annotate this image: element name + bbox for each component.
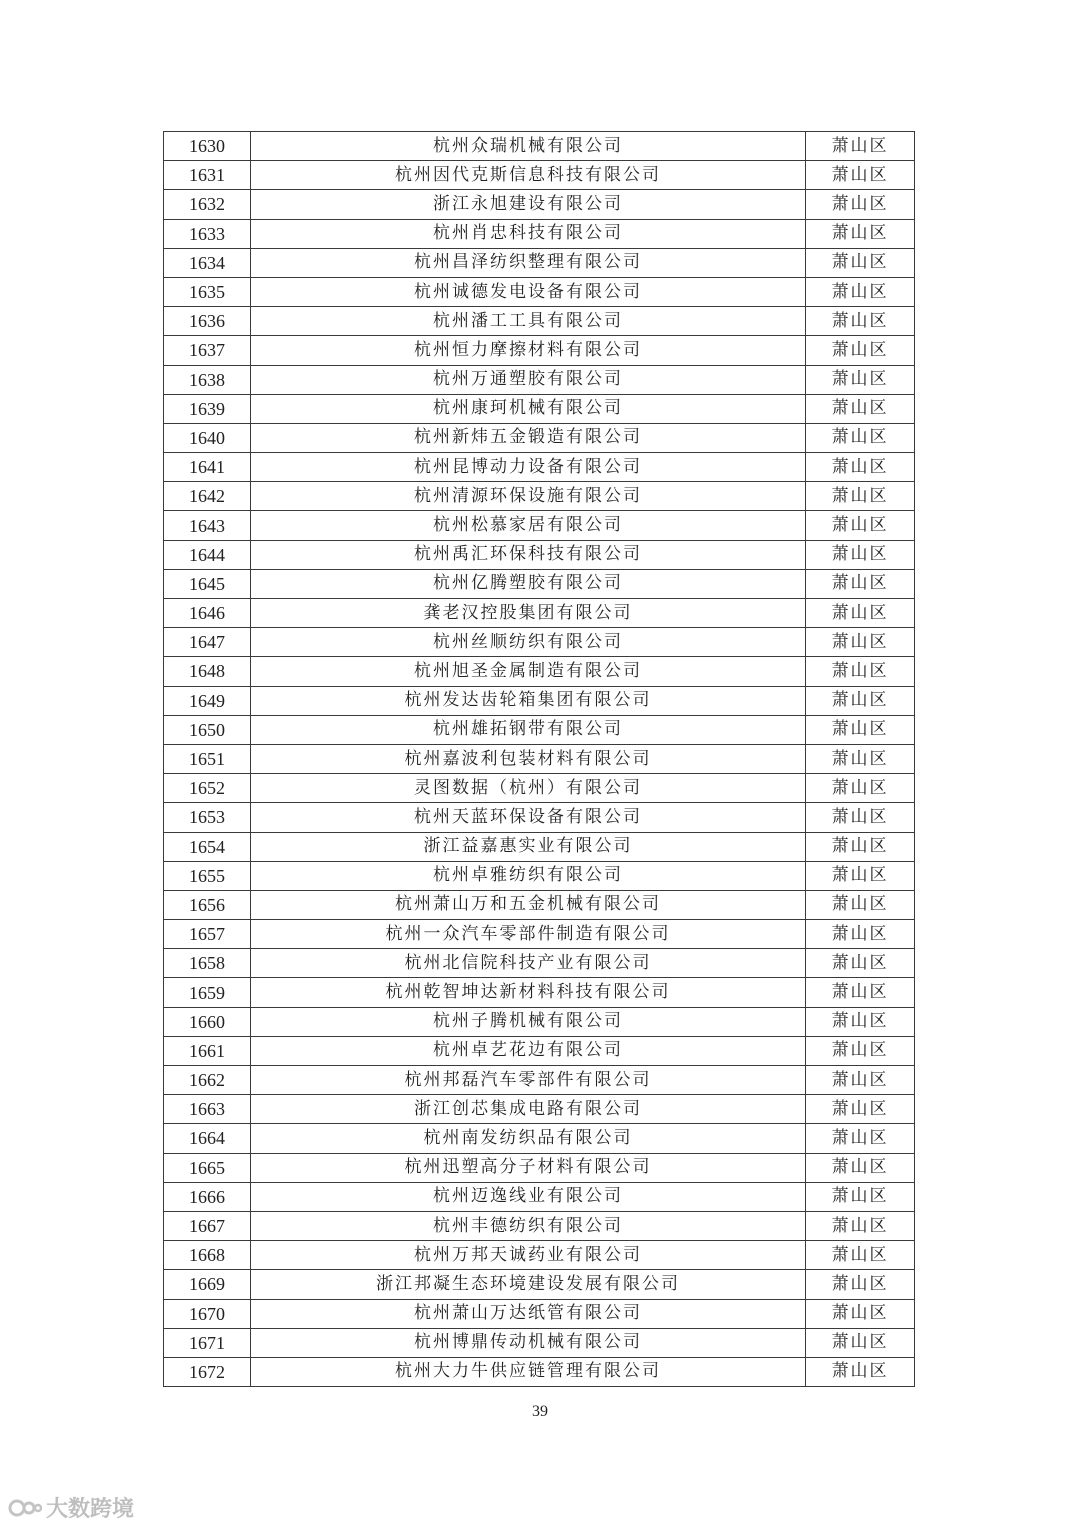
row-number: 1652 xyxy=(164,774,251,803)
company-name: 杭州天蓝环保设备有限公司 xyxy=(251,803,806,832)
table-row xyxy=(164,161,915,190)
district: 萧山区 xyxy=(806,1095,915,1124)
district: 萧山区 xyxy=(806,190,915,219)
district: 萧山区 xyxy=(806,1182,915,1211)
district: 萧山区 xyxy=(806,861,915,890)
district: 萧山区 xyxy=(806,482,915,511)
table-row xyxy=(164,949,915,978)
company-name: 杭州萧山万和五金机械有限公司 xyxy=(251,890,806,919)
company-name: 杭州潘工工具有限公司 xyxy=(251,307,806,336)
page-number: 39 xyxy=(532,1403,548,1420)
district: 萧山区 xyxy=(806,277,915,306)
table-row xyxy=(164,336,915,365)
district: 萧山区 xyxy=(806,599,915,628)
company-name: 杭州亿腾塑胶有限公司 xyxy=(251,569,806,598)
district: 萧山区 xyxy=(806,774,915,803)
row-number: 1669 xyxy=(164,1270,251,1299)
table-row xyxy=(164,832,915,861)
district: 萧山区 xyxy=(806,715,915,744)
table-row xyxy=(164,307,915,336)
table-row xyxy=(164,394,915,423)
district: 萧山区 xyxy=(806,1211,915,1240)
row-number: 1661 xyxy=(164,1036,251,1065)
company-name: 浙江益嘉惠实业有限公司 xyxy=(251,832,806,861)
row-number: 1655 xyxy=(164,861,251,890)
row-number: 1651 xyxy=(164,744,251,773)
company-name: 浙江邦凝生态环境建设发展有限公司 xyxy=(251,1270,806,1299)
row-number: 1639 xyxy=(164,394,251,423)
company-name: 杭州松慕家居有限公司 xyxy=(251,511,806,540)
district: 萧山区 xyxy=(806,657,915,686)
district: 萧山区 xyxy=(806,978,915,1007)
district: 萧山区 xyxy=(806,423,915,452)
district: 萧山区 xyxy=(806,890,915,919)
district: 萧山区 xyxy=(806,1036,915,1065)
row-number: 1646 xyxy=(164,599,251,628)
row-number: 1645 xyxy=(164,569,251,598)
district: 萧山区 xyxy=(806,394,915,423)
district: 萧山区 xyxy=(806,920,915,949)
table-row xyxy=(164,1211,915,1240)
table-row xyxy=(164,890,915,919)
district: 萧山区 xyxy=(806,832,915,861)
table-row xyxy=(164,744,915,773)
row-number: 1657 xyxy=(164,920,251,949)
district: 萧山区 xyxy=(806,1066,915,1095)
table-row xyxy=(164,482,915,511)
row-number: 1656 xyxy=(164,890,251,919)
district: 萧山区 xyxy=(806,1007,915,1036)
table-row xyxy=(164,1299,915,1328)
company-name: 杭州大力牛供应链管理有限公司 xyxy=(251,1357,806,1386)
company-name: 杭州众瑞机械有限公司 xyxy=(251,132,806,161)
company-name: 杭州昆博动力设备有限公司 xyxy=(251,453,806,482)
table-row xyxy=(164,657,915,686)
company-name: 杭州一众汽车零部件制造有限公司 xyxy=(251,920,806,949)
row-number: 1642 xyxy=(164,482,251,511)
company-name: 龚老汉控股集团有限公司 xyxy=(251,599,806,628)
row-number: 1648 xyxy=(164,657,251,686)
table-row xyxy=(164,1153,915,1182)
company-name: 杭州南发纺织品有限公司 xyxy=(251,1124,806,1153)
table-row xyxy=(164,599,915,628)
district: 萧山区 xyxy=(806,307,915,336)
row-number: 1650 xyxy=(164,715,251,744)
watermark xyxy=(8,1492,134,1523)
table-row xyxy=(164,920,915,949)
row-number: 1640 xyxy=(164,423,251,452)
company-name: 杭州迈逸线业有限公司 xyxy=(251,1182,806,1211)
company-name: 杭州雄拓钢带有限公司 xyxy=(251,715,806,744)
row-number: 1667 xyxy=(164,1211,251,1240)
table-row xyxy=(164,1357,915,1386)
row-number: 1653 xyxy=(164,803,251,832)
district: 萧山区 xyxy=(806,569,915,598)
row-number: 1633 xyxy=(164,219,251,248)
row-number: 1658 xyxy=(164,949,251,978)
row-number: 1662 xyxy=(164,1066,251,1095)
table-row xyxy=(164,686,915,715)
table-row xyxy=(164,715,915,744)
company-name: 杭州因代克斯信息科技有限公司 xyxy=(251,161,806,190)
company-name: 杭州邦磊汽车零部件有限公司 xyxy=(251,1066,806,1095)
company-name: 浙江永旭建设有限公司 xyxy=(251,190,806,219)
row-number: 1636 xyxy=(164,307,251,336)
district: 萧山区 xyxy=(806,161,915,190)
row-number: 1672 xyxy=(164,1357,251,1386)
table-row xyxy=(164,774,915,803)
row-number: 1649 xyxy=(164,686,251,715)
watermark-text: 大数跨境 xyxy=(46,1497,135,1522)
company-name: 杭州卓艺花边有限公司 xyxy=(251,1036,806,1065)
company-name: 杭州乾智坤达新材料科技有限公司 xyxy=(251,978,806,1007)
table-row xyxy=(164,1095,915,1124)
company-name: 杭州万通塑胶有限公司 xyxy=(251,365,806,394)
district: 萧山区 xyxy=(806,1241,915,1270)
table-row xyxy=(164,628,915,657)
district: 萧山区 xyxy=(806,336,915,365)
watermark-logo-icon xyxy=(8,1495,42,1521)
company-name: 杭州恒力摩擦材料有限公司 xyxy=(251,336,806,365)
table-row xyxy=(164,365,915,394)
row-number: 1668 xyxy=(164,1241,251,1270)
table-row xyxy=(164,277,915,306)
row-number: 1654 xyxy=(164,832,251,861)
table-body xyxy=(164,132,915,1387)
table-row xyxy=(164,190,915,219)
row-number: 1659 xyxy=(164,978,251,1007)
row-number: 1643 xyxy=(164,511,251,540)
district: 萧山区 xyxy=(806,949,915,978)
row-number: 1670 xyxy=(164,1299,251,1328)
table-row xyxy=(164,803,915,832)
table-row xyxy=(164,423,915,452)
company-name: 杭州禹汇环保科技有限公司 xyxy=(251,540,806,569)
company-name: 灵图数据（杭州）有限公司 xyxy=(251,774,806,803)
row-number: 1631 xyxy=(164,161,251,190)
row-number: 1638 xyxy=(164,365,251,394)
company-name: 杭州子腾机械有限公司 xyxy=(251,1007,806,1036)
table-row xyxy=(164,248,915,277)
table-row xyxy=(164,1241,915,1270)
row-number: 1660 xyxy=(164,1007,251,1036)
table-row xyxy=(164,1124,915,1153)
table-row xyxy=(164,1270,915,1299)
table-row xyxy=(164,569,915,598)
company-name: 杭州昌泽纺织整理有限公司 xyxy=(251,248,806,277)
row-number: 1664 xyxy=(164,1124,251,1153)
district: 萧山区 xyxy=(806,540,915,569)
district: 萧山区 xyxy=(806,803,915,832)
company-name: 杭州旭圣金属制造有限公司 xyxy=(251,657,806,686)
row-number: 1634 xyxy=(164,248,251,277)
district: 萧山区 xyxy=(806,628,915,657)
company-name: 杭州康珂机械有限公司 xyxy=(251,394,806,423)
table-row xyxy=(164,132,915,161)
district: 萧山区 xyxy=(806,511,915,540)
row-number: 1635 xyxy=(164,277,251,306)
company-name: 杭州丰德纺织有限公司 xyxy=(251,1211,806,1240)
row-number: 1671 xyxy=(164,1328,251,1357)
table-row xyxy=(164,219,915,248)
table-row xyxy=(164,1036,915,1065)
company-name: 杭州嘉波利包装材料有限公司 xyxy=(251,744,806,773)
company-name: 杭州肖忠科技有限公司 xyxy=(251,219,806,248)
table-row xyxy=(164,978,915,1007)
table-row xyxy=(164,540,915,569)
company-name: 杭州迅塑高分子材料有限公司 xyxy=(251,1153,806,1182)
company-name: 杭州诚德发电设备有限公司 xyxy=(251,277,806,306)
row-number: 1637 xyxy=(164,336,251,365)
row-number: 1666 xyxy=(164,1182,251,1211)
table-row xyxy=(164,1066,915,1095)
row-number: 1644 xyxy=(164,540,251,569)
company-name: 杭州丝顺纺织有限公司 xyxy=(251,628,806,657)
district: 萧山区 xyxy=(806,1328,915,1357)
district: 萧山区 xyxy=(806,248,915,277)
district: 萧山区 xyxy=(806,1299,915,1328)
district: 萧山区 xyxy=(806,365,915,394)
row-number: 1641 xyxy=(164,453,251,482)
company-name: 杭州万邦天诚药业有限公司 xyxy=(251,1241,806,1270)
row-number: 1663 xyxy=(164,1095,251,1124)
table-row xyxy=(164,1007,915,1036)
district: 萧山区 xyxy=(806,132,915,161)
company-name: 杭州萧山万达纸管有限公司 xyxy=(251,1299,806,1328)
company-name: 浙江创芯集成电路有限公司 xyxy=(251,1095,806,1124)
company-name: 杭州博鼎传动机械有限公司 xyxy=(251,1328,806,1357)
district: 萧山区 xyxy=(806,1153,915,1182)
company-name: 杭州新炜五金锻造有限公司 xyxy=(251,423,806,452)
table-row xyxy=(164,1328,915,1357)
row-number: 1647 xyxy=(164,628,251,657)
table-row xyxy=(164,1182,915,1211)
company-name: 杭州北信院科技产业有限公司 xyxy=(251,949,806,978)
district: 萧山区 xyxy=(806,744,915,773)
district: 萧山区 xyxy=(806,453,915,482)
district: 萧山区 xyxy=(806,1357,915,1386)
company-list-table xyxy=(163,131,915,1387)
company-name: 杭州卓雅纺织有限公司 xyxy=(251,861,806,890)
row-number: 1632 xyxy=(164,190,251,219)
company-name: 杭州清源环保设施有限公司 xyxy=(251,482,806,511)
district: 萧山区 xyxy=(806,1270,915,1299)
district: 萧山区 xyxy=(806,686,915,715)
district: 萧山区 xyxy=(806,219,915,248)
district: 萧山区 xyxy=(806,1124,915,1153)
row-number: 1665 xyxy=(164,1153,251,1182)
table-row xyxy=(164,511,915,540)
table-row xyxy=(164,453,915,482)
company-name: 杭州发达齿轮箱集团有限公司 xyxy=(251,686,806,715)
table-row xyxy=(164,861,915,890)
row-number: 1630 xyxy=(164,132,251,161)
